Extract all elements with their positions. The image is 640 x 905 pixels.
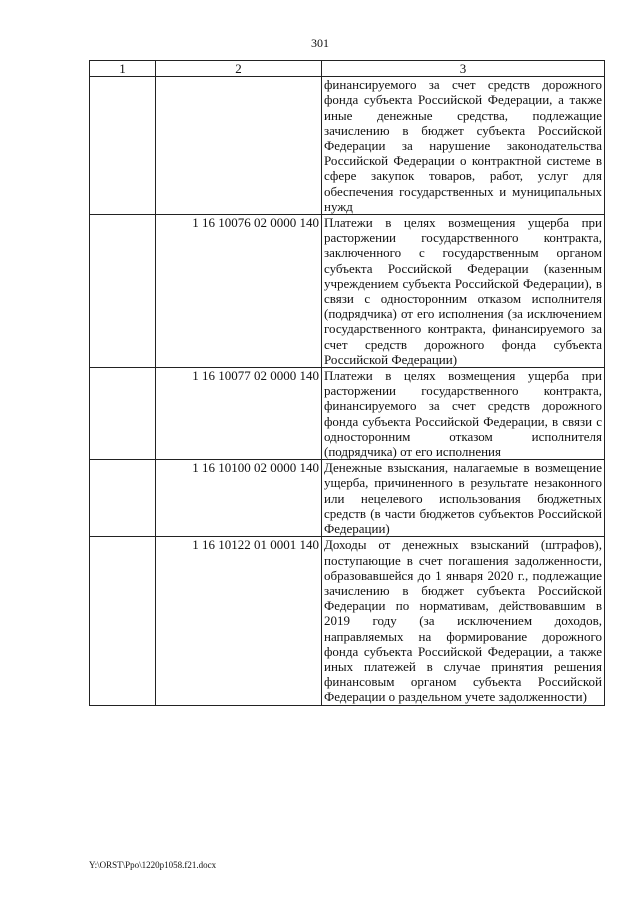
revenue-description: финансируемого за счет средств дорожного фонда субъекта Российской Федерации, а также иные денежные средства, подлежащие зачислению в бюджет субъекта Российской Федерации за нарушение законодательства Российской Федерации о контрактной системе в сфере закупок товаров, работ, услуг для обеспечения государственных и муниципальных нужд — [322, 77, 605, 215]
column-header-3: 3 — [322, 61, 605, 77]
row-col1 — [90, 537, 156, 705]
revenue-code: 1 16 10076 02 0000 140 — [156, 215, 322, 368]
revenue-code: 1 16 10100 02 0000 140 — [156, 460, 322, 537]
file-path-footer: Y:\ORST\Ppo\1220p1058.f21.docx — [89, 860, 217, 870]
revenue-code: 1 16 10077 02 0000 140 — [156, 368, 322, 460]
table-header-row — [90, 61, 605, 77]
revenue-description: Денежные взыскания, налагаемые в возмещение ущерба, причиненного в результате незаконного или нецелевого использования бюджетных средств (в части бюджетов субъектов Российской Федерации) — [322, 460, 605, 537]
table-row — [90, 460, 605, 537]
row-col1 — [90, 368, 156, 460]
revenue-code — [156, 77, 322, 215]
revenue-description: Платежи в целях возмещения ущерба при расторжении государственного контракта, заключенного с государственным органом субъекта Российской Федерации (казенным учреждением субъекта Российской Федерации), в связи с односторонним отказом исполнителя (подрядчика) от его исполнения (за исключением государственного контракта, финансируемого за счет средств дорожного фонда субъекта Российской Федерации) — [322, 215, 605, 368]
column-header-1: 1 — [90, 61, 156, 77]
revenue-code: 1 16 10122 01 0001 140 — [156, 537, 322, 705]
revenue-description: Доходы от денежных взысканий (штрафов), поступающие в счет погашения задолженности, образовавшейся до 1 января 2020 г., подлежащие зачислению в бюджет субъекта Российской Федерации по нормативам, действовавшим в 2019 году (за исключением доходов, направляемых на формирование дорожного фонда субъекта Российской Федерации, а также иных платежей в случае принятия решения финансовым органом субъекта Российской Федерации о раздельном учете задолженности) — [322, 537, 605, 705]
table-row — [90, 537, 605, 705]
table-row — [90, 368, 605, 460]
revenue-description: Платежи в целях возмещения ущерба при расторжении государственного контракта, финансируемого за счет средств дорожного фонда субъекта Российской Федерации, в связи с односторонним отказом исполнителя (подрядчика) от его исполнения — [322, 368, 605, 460]
table-row — [90, 215, 605, 368]
row-col1 — [90, 77, 156, 215]
document-table — [89, 60, 605, 706]
row-col1 — [90, 460, 156, 537]
page-number: 301 — [311, 36, 329, 50]
row-col1 — [90, 215, 156, 368]
table-row — [90, 77, 605, 215]
column-header-2: 2 — [156, 61, 322, 77]
